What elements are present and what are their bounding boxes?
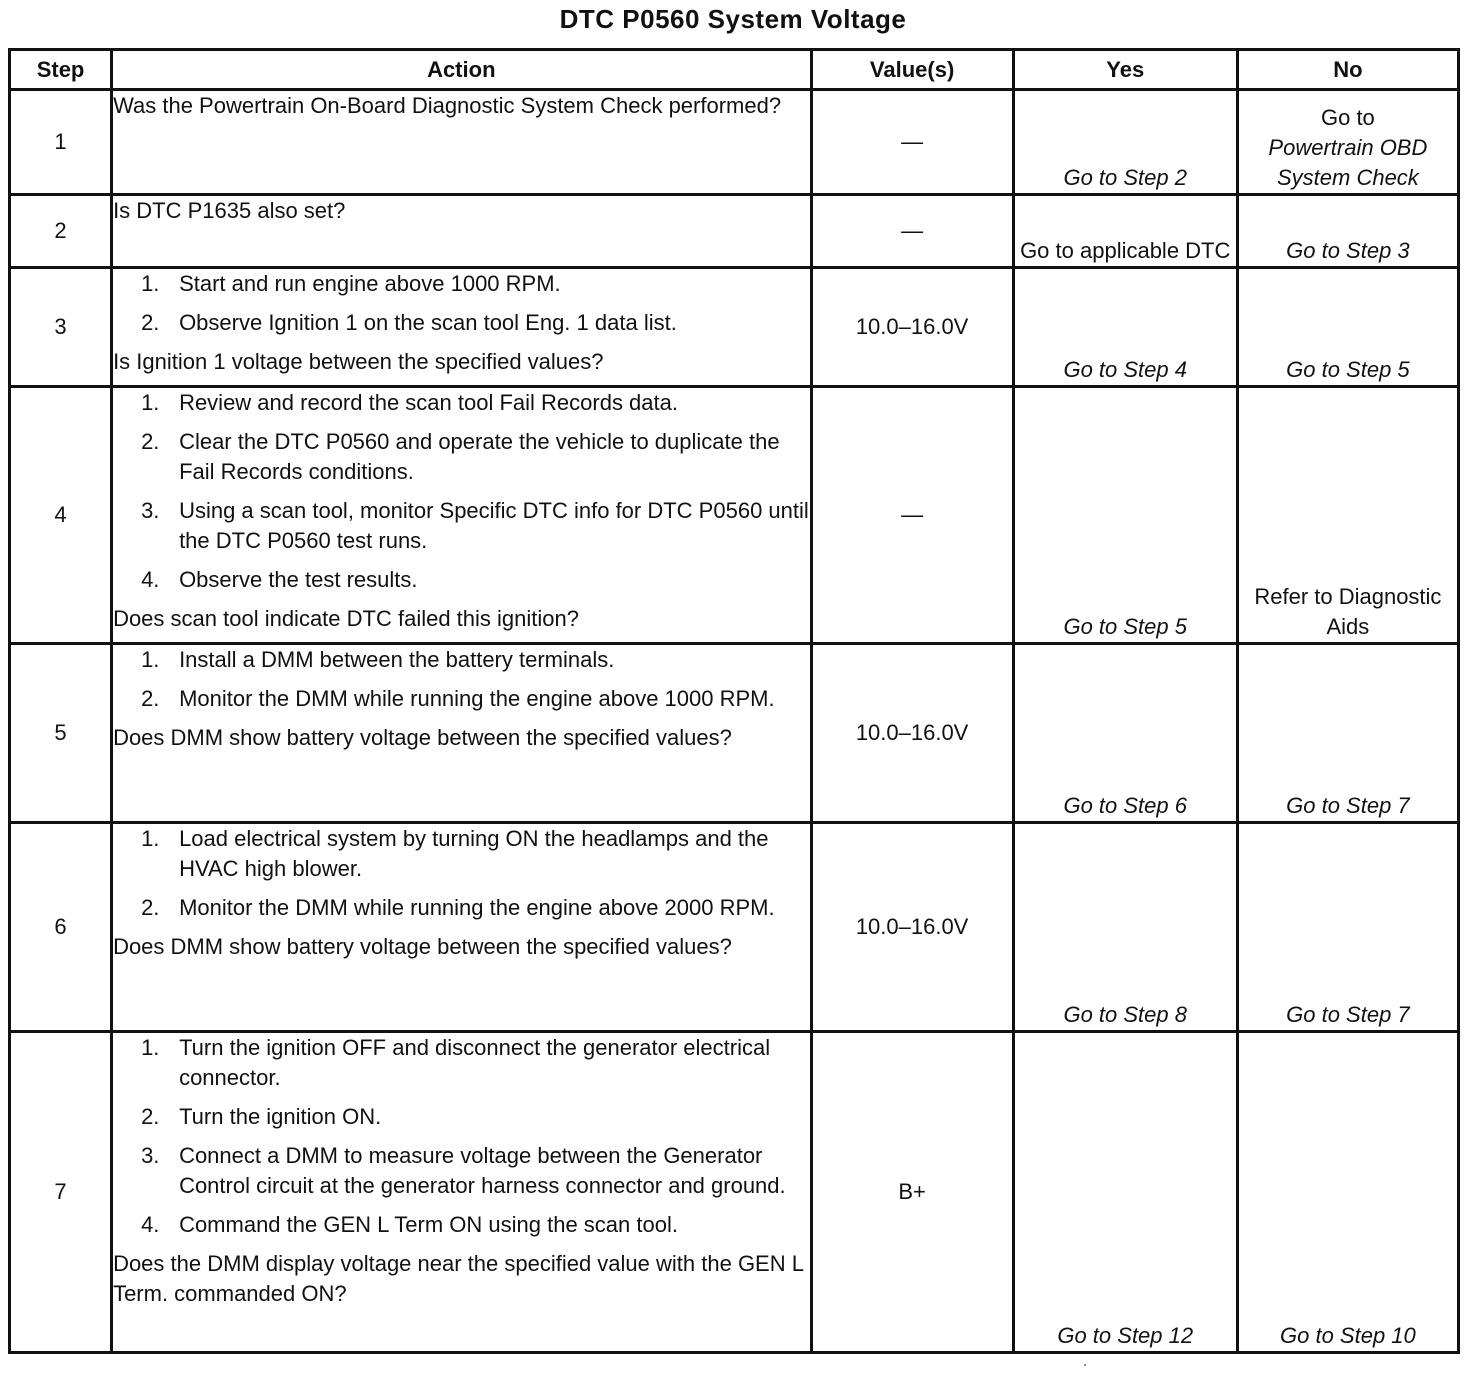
diagnostic-table — [8, 48, 1460, 1354]
action-question: Is DTC P1635 also set? — [113, 198, 346, 223]
action-item — [113, 269, 809, 299]
action-item — [113, 496, 809, 556]
step-number: 1 — [10, 90, 112, 195]
action-cell — [112, 387, 811, 644]
value-cell: 10.0–16.0V — [811, 823, 1013, 1032]
action-cell — [112, 1032, 811, 1353]
item-number: 4. — [141, 567, 160, 592]
item-text: Monitor the DMM while running the engine above 1000 RPM. — [179, 686, 775, 711]
step-number: 3 — [10, 268, 112, 387]
value-cell: — — [811, 90, 1013, 195]
header-values: Value(s) — [811, 50, 1013, 90]
action-cell — [112, 195, 811, 268]
table-row — [10, 268, 1459, 387]
item-text: Turn the ignition OFF and disconnect the generator electrical connector. — [179, 1035, 771, 1090]
no-cell: Go to Step 7 — [1237, 823, 1458, 1032]
action-question: Does the DMM display voltage near the specified value with the GEN L Term. commanded ON? — [113, 1251, 804, 1306]
item-text: Command the GEN L Term ON using the scan tool. — [179, 1212, 678, 1237]
yes-cell: Go to applicable DTC — [1013, 195, 1237, 268]
item-number: 2. — [141, 895, 160, 920]
action-item — [113, 824, 809, 884]
action-item — [113, 1033, 809, 1093]
item-number: 2. — [141, 686, 160, 711]
item-number: 3. — [141, 498, 160, 523]
no-cell: Go to Step 10 — [1237, 1032, 1458, 1353]
yes-cell: Go to Step 8 — [1013, 823, 1237, 1032]
action-cell — [112, 90, 811, 195]
table-row — [10, 823, 1459, 1032]
item-text: Load electrical system by turning ON the headlamps and the HVAC high blower. — [179, 826, 769, 881]
value-cell: 10.0–16.0V — [811, 644, 1013, 823]
table-row — [10, 90, 1459, 195]
action-question: Is Ignition 1 voltage between the specified values? — [113, 349, 604, 374]
no-cell: Go to Step 5 — [1237, 268, 1458, 387]
item-text: Using a scan tool, monitor Specific DTC info for DTC P0560 until the DTC P0560 test runs. — [179, 498, 809, 553]
no-cell: Go to Step 7 — [1237, 644, 1458, 823]
table-row — [10, 644, 1459, 823]
page-title: DTC P0560 System Voltage — [559, 4, 907, 34]
item-text: Turn the ignition ON. — [179, 1104, 382, 1129]
yes-cell: Go to Step 2 — [1013, 90, 1237, 195]
item-text: Connect a DMM to measure voltage between the Generator Control circuit at the generator harness connector and ground. — [179, 1143, 786, 1198]
item-number: 2. — [141, 429, 160, 454]
action-cell — [112, 268, 811, 387]
step-number: 2 — [10, 195, 112, 268]
no-cell-prefix: Go to — [1320, 105, 1375, 130]
action-item — [113, 565, 809, 595]
item-number: 1. — [141, 1035, 160, 1060]
item-text: Monitor the DMM while running the engine above 2000 RPM. — [179, 895, 775, 920]
action-item — [113, 684, 809, 714]
action-item — [113, 308, 809, 338]
item-number: 2. — [141, 1104, 160, 1129]
no-cell: Go to Step 3 — [1237, 195, 1458, 268]
no-cell: Refer to Diagnostic Aids — [1237, 387, 1458, 644]
header-row — [10, 50, 1459, 90]
yes-cell: Go to Step 12 — [1013, 1032, 1237, 1353]
action-item — [113, 1102, 809, 1132]
yes-cell: Go to Step 6 — [1013, 644, 1237, 823]
value-cell: B+ — [811, 1032, 1013, 1353]
item-number: 1. — [141, 271, 160, 296]
yes-cell: Go to Step 5 — [1013, 387, 1237, 644]
item-text: Observe Ignition 1 on the scan tool Eng. 1 data list. — [179, 310, 677, 335]
action-question: Does DMM show battery voltage between the specified values? — [113, 934, 732, 959]
header-yes: Yes — [1013, 50, 1237, 90]
action-item — [113, 427, 809, 487]
table-row — [10, 195, 1459, 268]
no-cell-link: Powertrain OBD System Check — [1268, 135, 1428, 190]
scan-speck — [1084, 1364, 1086, 1366]
action-cell — [112, 644, 811, 823]
yes-cell: Go to Step 4 — [1013, 268, 1237, 387]
action-item — [113, 1141, 809, 1201]
value-cell: — — [811, 387, 1013, 644]
item-text: Start and run engine above 1000 RPM. — [179, 271, 561, 296]
step-number: 4 — [10, 387, 112, 644]
table-row — [10, 1032, 1459, 1353]
header-action: Action — [112, 50, 811, 90]
header-no: No — [1237, 50, 1458, 90]
item-number: 2. — [141, 310, 160, 335]
item-text: Review and record the scan tool Fail Records data. — [179, 390, 678, 415]
item-number: 4. — [141, 1212, 160, 1237]
item-text: Install a DMM between the battery terminals. — [179, 647, 615, 672]
action-item — [113, 1210, 809, 1240]
item-number: 1. — [141, 390, 160, 415]
table-row — [10, 387, 1459, 644]
item-number: 3. — [141, 1143, 160, 1168]
step-number: 7 — [10, 1032, 112, 1353]
step-number: 5 — [10, 644, 112, 823]
step-number: 6 — [10, 823, 112, 1032]
header-step: Step — [10, 50, 112, 90]
action-question: Does DMM show battery voltage between the specified values? — [113, 725, 732, 750]
action-item — [113, 388, 809, 418]
no-cell — [1237, 90, 1458, 195]
action-item — [113, 893, 809, 923]
action-question: Was the Powertrain On-Board Diagnostic System Check performed? — [113, 93, 782, 118]
value-cell: 10.0–16.0V — [811, 268, 1013, 387]
item-number: 1. — [141, 826, 160, 851]
item-text: Observe the test results. — [179, 567, 418, 592]
value-cell: — — [811, 195, 1013, 268]
action-cell — [112, 823, 811, 1032]
item-text: Clear the DTC P0560 and operate the vehicle to duplicate the Fail Records conditions. — [179, 429, 780, 484]
action-question: Does scan tool indicate DTC failed this ignition? — [113, 606, 579, 631]
item-number: 1. — [141, 647, 160, 672]
action-item — [113, 645, 809, 675]
